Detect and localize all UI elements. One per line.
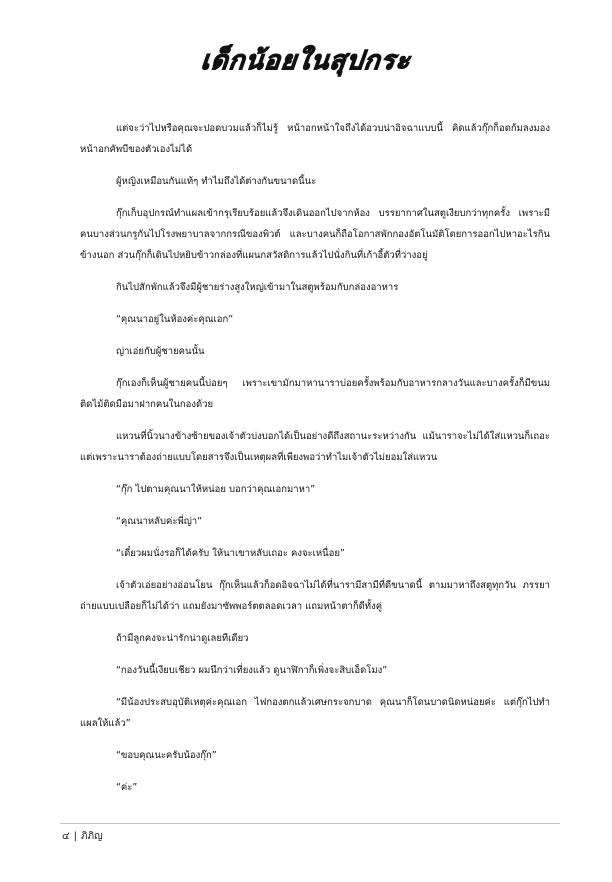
paragraph-5: “คุณนาอยู่ในห้องค่ะคุณเอก” <box>116 314 234 325</box>
paragraph-12: เจ้าตัวเอ่ยอย่างอ่อนโยน กุ๊กเห็นแล้วก็อดอิจฉาไม่ได้ที่นารามีสามีที่ดีขนาดนี้ ตามมาหาถึงสตูทุกวัน ภรรยาถ่ายแบบเปลือยก็ไม่ได้ว่า แถมยังมาซัพพอร์ตตลอดเวลา แถมหน้าตาก็ดีทั้งคู่ <box>80 580 550 612</box>
paragraph-15: “มีน้องประสบอุบัติเหตุค่ะคุณเอก ไฟกองตกแล้วเศษกระจกบาด คุณนาก็โดนบาดนิดหน่อยค่ะ แต่กุ๊กไปทำแผลให้แล้ว” <box>80 697 550 729</box>
footer-separator: | <box>73 831 77 842</box>
footer-divider <box>60 823 560 824</box>
paragraph-14: “กองวันนี้เงียบเชียว ผมนึกว่าเที่ยงแล้ว ดูนาฬิกาก็เพิ่งจะสิบเอ็ดโมง” <box>116 665 388 676</box>
paragraph-11: “เดี๋ยวผมนั่งรอก็ได้ครับ ให้นาเขาหลับเถอะ คงจะเหนื่อย” <box>116 548 345 559</box>
paragraph-10: “คุณนาหลับค่ะพี่ญ่า” <box>116 516 203 527</box>
document-body <box>80 118 550 809</box>
paragraph-9: “กุ๊ก ไปตามคุณนาให้หน่อย บอกว่าคุณเอกมาหา” <box>116 484 316 495</box>
paragraph-6: ญ่าเอ่ยกับผู้ชายคนนั้น <box>116 346 205 357</box>
page-number: ๔ <box>62 831 70 842</box>
paragraph-2: ผู้หญิงเหมือนกันแท้ๆ ทำไมถึงได้ต่างกันขนาดนี้นะ <box>116 176 317 187</box>
paragraph-16: “ขอบคุณนะครับน้องกุ๊ก” <box>116 750 217 761</box>
paragraph-8: แหวนที่นิ้วนางข้างซ้ายของเจ้าตัวบ่งบอกได้เป็นอย่างดีถึงสถานะระหว่างกัน แม้นาราจะไม่ได้ใส่แหวนก็เถอะ แต่เพราะนาราต้องถ่ายแบบโดยสารจึงเป็นเหตุผลที่เพียงพอว่าทำไมเจ้าตัวไม่ยอมใส่แหวน <box>80 431 550 463</box>
author-name: ภิภิญ <box>80 831 103 842</box>
title-area <box>0 40 612 81</box>
page-footer <box>62 829 103 844</box>
paragraph-1: แต่จะว่าไปหรือคุณจะปอดบวมแล้วก็ไม่รู้ หน้าอกหน้าใจถึงได้อวบน่าอิจฉาแบบนี้ คิดแล้วกุ๊กก็อดก้มลงมองหน้าอกคัพบีของตัวเองไม่ได้ <box>80 123 550 155</box>
page-title: เด็กน้อยในสุปกระ <box>199 46 413 76</box>
paragraph-17: “ค่ะ” <box>116 782 138 793</box>
paragraph-7: กุ๊กเองก็เห็นผู้ชายคนนี้บ่อยๆ เพราะเขามักมาหานาราบ่อยครั้งพร้อมกับอาหารกลางวันและบางครั้งก็มีขนมติดไม้ติดมือมาฝากคนในกองด้วย <box>80 378 550 410</box>
paragraph-4: กินไปสักพักแล้วจึงมีผู้ชายร่างสูงใหญ่เข้ามาในสตูพร้อมกับกล่องอาหาร <box>116 282 399 293</box>
paragraph-3: กุ๊กเก็บอุปกรณ์ทำแผลเข้ากรุเรียบร้อยแล้วจึงเดินออกไปจากห้อง บรรยากาศในสตูเงียบกว่าทุกครั้ง เพราะมีคนบางส่วนกรูกันไปโรงพยาบาลจากกรณีของพิวต์ และบางคนก็ถือโอกาสพักกองอัตโนมัติโดยการออกไปหาอะไรกินข้างนอก ส่วนกุ๊กก็เดินไปหยิบข้าวกล่องที่แผนกสวัสดิการแล้วไปนั่งกินที่เก้าอี้ตัวที่ว่างอยู่ <box>80 208 550 261</box>
paragraph-13: ถ้ามีลูกคงจะน่ารักน่าดูเลยทีเดียว <box>116 633 249 644</box>
